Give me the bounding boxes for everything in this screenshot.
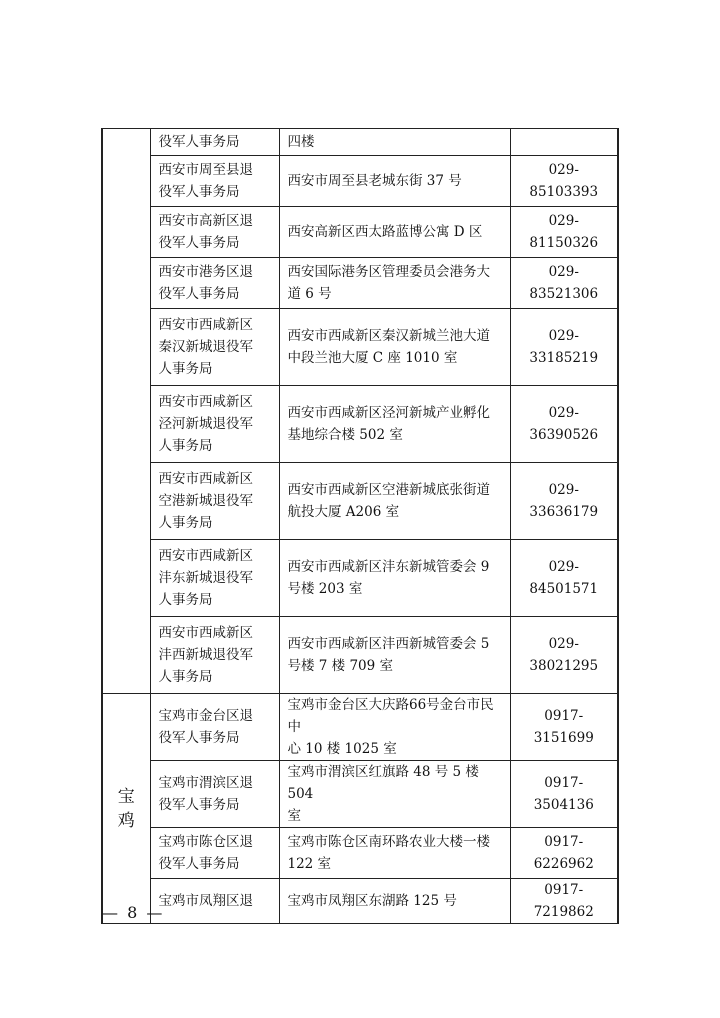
phone-text: 029-33636179	[529, 482, 599, 520]
region-char: 鸡	[117, 810, 135, 831]
org-line: 西安市西咸新区	[158, 394, 253, 410]
org-line: 泾河新城退役军	[158, 416, 253, 432]
org-line: 人事务局	[158, 438, 213, 454]
address-line: 西安国际港务区管理委员会港务大	[287, 264, 490, 280]
address-line: 宝鸡市渭滨区红旗路 48 号 5 楼 504	[287, 764, 479, 802]
contact-table	[101, 128, 619, 924]
table-row	[102, 617, 618, 694]
org-line: 西安市西咸新区	[158, 548, 253, 564]
phone-text: 029-85103393	[529, 162, 599, 200]
org-line: 役军人事务局	[158, 235, 240, 251]
org-cell	[150, 156, 279, 207]
table-row	[102, 828, 618, 879]
address-line: 西安高新区西太路蓝博公寓 D 区	[287, 224, 483, 240]
page-number: — 8 —	[102, 903, 165, 922]
phone-cell	[510, 540, 618, 617]
org-line: 西安市西咸新区	[158, 471, 253, 487]
table-row	[102, 540, 618, 617]
org-line: 人事务局	[158, 669, 213, 685]
address-line: 航投大厦 A206 室	[287, 504, 400, 520]
org-line: 西安市周至县退	[158, 162, 253, 178]
org-cell	[150, 828, 279, 879]
org-cell	[150, 761, 279, 828]
region-cell-baoji	[102, 694, 150, 924]
address-cell	[279, 386, 510, 463]
org-cell	[150, 694, 279, 761]
phone-text: 029-33185219	[529, 328, 599, 366]
phone-cell	[510, 207, 618, 258]
region-cell-xian	[102, 129, 150, 694]
org-line: 宝鸡市金台区退	[158, 708, 253, 724]
address-line: 西安市西咸新区沣西新城管委会 5	[287, 636, 490, 652]
address-line: 西安市周至县老城东街 37 号	[287, 173, 462, 189]
org-line: 人事务局	[158, 361, 213, 377]
phone-cell	[510, 828, 618, 879]
address-line: 西安市西咸新区沣东新城管委会 9	[287, 559, 490, 575]
org-cell	[150, 463, 279, 540]
address-line: 宝鸡市金台区大庆路66号金台市民中	[287, 697, 494, 735]
org-line: 人事务局	[158, 515, 213, 531]
phone-cell	[510, 156, 618, 207]
region-char: 宝	[117, 786, 135, 807]
address-line: 122 室	[287, 856, 332, 872]
address-cell	[279, 761, 510, 828]
table-row	[102, 761, 618, 828]
phone-text: 029-36390526	[529, 405, 599, 443]
address-line: 号楼 203 室	[287, 581, 363, 597]
table-row	[102, 258, 618, 309]
org-line: 役军人事务局	[158, 184, 240, 200]
phone-cell	[510, 463, 618, 540]
org-line: 西安市西咸新区	[158, 317, 253, 333]
org-line: 宝鸡市凤翔区退	[158, 893, 253, 909]
org-line: 役军人事务局	[158, 797, 240, 813]
org-line: 西安市西咸新区	[158, 625, 253, 641]
address-line: 道 6 号	[287, 286, 332, 302]
address-line: 西安市西咸新区空港新城底张街道	[287, 482, 490, 498]
phone-text: 0917-3504136	[533, 775, 594, 813]
org-cell	[150, 129, 279, 156]
org-line: 役军人事务局	[158, 856, 240, 872]
address-line: 宝鸡市陈仓区南环路农业大楼一楼	[287, 834, 490, 850]
address-cell	[279, 694, 510, 761]
org-cell	[150, 617, 279, 694]
phone-cell	[510, 386, 618, 463]
address-cell	[279, 309, 510, 386]
phone-cell	[510, 258, 618, 309]
phone-text: 029-83521306	[529, 264, 599, 302]
org-cell	[150, 309, 279, 386]
org-line: 秦汉新城退役军	[158, 339, 253, 355]
address-cell	[279, 156, 510, 207]
region-name	[103, 785, 150, 833]
address-line: 心 10 楼 1025 室	[287, 741, 397, 757]
address-line: 中段兰池大厦 C 座 1010 室	[287, 350, 458, 366]
org-cell	[150, 879, 279, 924]
address-line: 室	[287, 808, 301, 824]
address-line: 西安市西咸新区泾河新城产业孵化	[287, 405, 490, 421]
phone-cell	[510, 761, 618, 828]
org-cell	[150, 207, 279, 258]
table-row	[102, 694, 618, 761]
table-row	[102, 386, 618, 463]
phone-text: 0917-7219862	[533, 882, 594, 920]
org-line: 宝鸡市渭滨区退	[158, 775, 253, 791]
phone-text: 029-38021295	[529, 636, 599, 674]
address-cell	[279, 129, 510, 156]
phone-cell	[510, 879, 618, 924]
org-cell	[150, 258, 279, 309]
address-line: 基地综合楼 502 室	[287, 427, 403, 443]
table-row	[102, 156, 618, 207]
address-cell	[279, 617, 510, 694]
phone-cell	[510, 694, 618, 761]
address-cell	[279, 207, 510, 258]
org-line: 宝鸡市陈仓区退	[158, 834, 253, 850]
address-line: 宝鸡市凤翔区东湖路 125 号	[287, 893, 457, 909]
org-line: 人事务局	[158, 592, 213, 608]
address-cell	[279, 540, 510, 617]
table-row	[102, 879, 618, 924]
org-line: 沣西新城退役军	[158, 647, 253, 663]
address-line: 西安市西咸新区秦汉新城兰池大道	[287, 328, 490, 344]
address-cell	[279, 879, 510, 924]
org-line: 西安市港务区退	[158, 264, 253, 280]
table-row	[102, 129, 618, 156]
phone-cell	[510, 617, 618, 694]
address-line: 号楼 7 楼 709 室	[287, 658, 394, 674]
address-line: 四楼	[287, 134, 315, 150]
phone-text: 029-84501571	[529, 559, 599, 597]
org-line: 空港新城退役军	[158, 493, 253, 509]
org-line: 西安市高新区退	[158, 213, 253, 229]
phone-cell	[510, 129, 618, 156]
org-line: 役军人事务局	[158, 730, 240, 746]
phone-cell	[510, 309, 618, 386]
address-cell	[279, 258, 510, 309]
org-cell	[150, 540, 279, 617]
phone-text: 0917-6226962	[533, 834, 594, 872]
org-line: 沣东新城退役军	[158, 570, 253, 586]
table-row	[102, 207, 618, 258]
org-line: 役军人事务局	[158, 286, 240, 302]
address-cell	[279, 828, 510, 879]
table-row	[102, 309, 618, 386]
phone-text: 0917-3151699	[533, 708, 594, 746]
address-cell	[279, 463, 510, 540]
table-row	[102, 463, 618, 540]
phone-text: 029-81150326	[529, 213, 599, 251]
org-cell	[150, 386, 279, 463]
org-line: 役军人事务局	[158, 134, 240, 150]
